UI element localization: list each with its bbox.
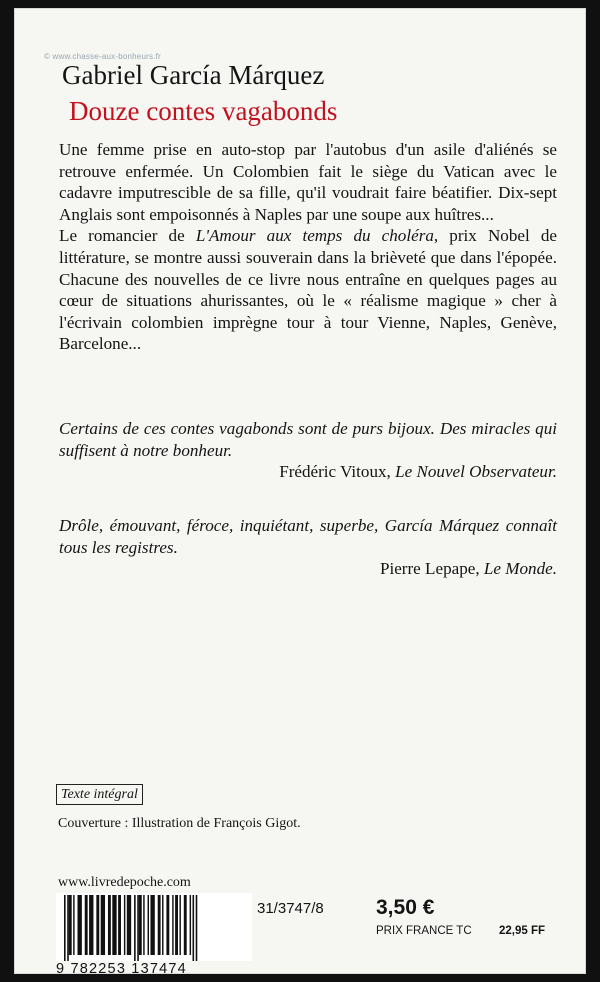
review-quote-1: [59, 418, 557, 483]
back-cover: [14, 8, 586, 977]
synopsis-p2-end: , prix Nobel de littérature, se montre aussi souverain dans la brièveté que dans l'épopée. Chacune des nouvelles de ce livre nous entraîne en quelques pages au cœur de situations ahurissantes, où le « réalisme magique » cher à l'écrivain colombien imprègne tour à tour Vienne, Naples, Genève, Barcelone...: [59, 226, 557, 354]
quote-publication: Le Monde.: [483, 559, 557, 579]
book-title: Douze contes vagabonds: [69, 96, 338, 126]
barcode-bars: [56, 893, 252, 961]
synopsis-paragraph-1: Une femme prise en auto-stop par l'autobus d'un asile d'aliénés se retrouve enfermée. Un Colombien fait le siège du Vatican avec le cadavre imputrescible de sa fille, qu'il voudrait faire béatifier. Dix-sept Anglais sont empoisonnés à Naples par une soupe aux huîtres...: [59, 140, 557, 224]
quote-author: Pierre Lepape,: [379, 559, 484, 579]
author-name: Gabriel García Márquez: [62, 60, 325, 90]
website-link[interactable]: www.livredepoche.com: [58, 875, 191, 890]
novel-title: L'Amour aux temps du choléra: [195, 226, 434, 246]
price: 3,50 €: [376, 896, 435, 919]
quote-text: Certains de ces contes vagabonds sont de purs bijoux. Des miracles qui suffisent à notre bonheur.: [59, 419, 557, 460]
quote-text: Drôle, émouvant, féroce, inquiétant, superbe, García Márquez connaît tous les registres.: [59, 516, 557, 557]
barcode: [56, 893, 252, 977]
quote-source: [59, 558, 557, 580]
synopsis-p2-start: Le romancier de: [59, 226, 196, 246]
catalog-code: 31/3747/8: [257, 900, 324, 917]
quote-source: [59, 461, 557, 483]
watermark: © www.chasse-aux-bonheurs.fr: [44, 52, 161, 61]
price-france-label: PRIX FRANCE TC: [376, 925, 472, 937]
cover-credit: Couverture : Illustration de François Gigot.: [58, 816, 301, 831]
synopsis-paragraph-2: [59, 225, 557, 355]
quote-author: Frédéric Vitoux,: [279, 462, 396, 482]
price-ff: [499, 925, 545, 937]
review-quote-2: [59, 515, 557, 580]
barcode-digits: 9 782253 137474: [56, 961, 187, 977]
quote-publication: Le Nouvel Observateur.: [395, 462, 557, 482]
full-text-badge: Texte intégral: [56, 784, 143, 805]
synopsis: [59, 139, 557, 355]
price-ff-value: 22,95 FF: [499, 925, 546, 937]
